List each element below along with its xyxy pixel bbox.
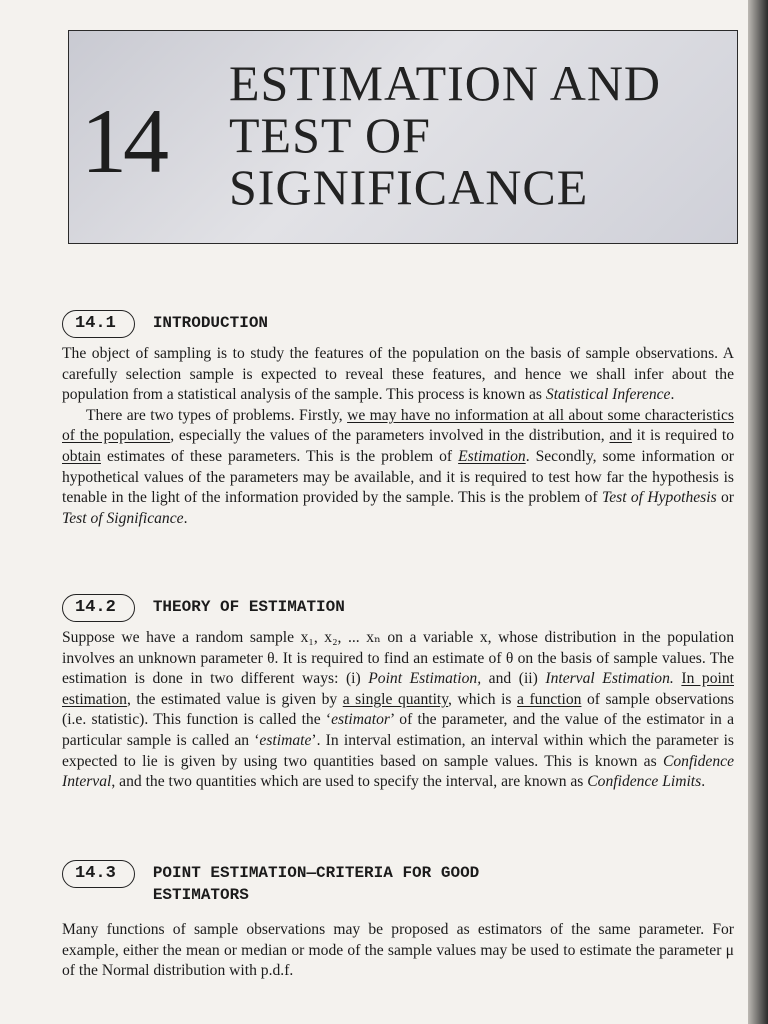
text-run: ’. In interval estimation, an interval within which the parameter is expected to lie is given by using two quantities based on sample values. This is known as bbox=[62, 731, 734, 770]
text-run: Point Estimation, bbox=[368, 670, 482, 688]
chapter-title bbox=[229, 57, 661, 213]
paragraph bbox=[62, 628, 734, 793]
text-run: . bbox=[183, 509, 188, 527]
section-title bbox=[153, 862, 479, 906]
text-run: estimates of these parameters. This is the problem of bbox=[100, 447, 459, 465]
text-run: Confidence Limits bbox=[587, 773, 702, 791]
text-run: ’ of the parameter, and the value of the estimator in a particular sample is called an ‘ bbox=[62, 711, 734, 749]
text-run: it is required to bbox=[631, 427, 734, 445]
paragraph bbox=[62, 406, 734, 530]
chapter-number: 14 bbox=[81, 90, 165, 192]
text-run: a single quantity bbox=[342, 690, 449, 708]
text-run: The object of sampling is to study the features of the population on the basis of sample observations. A carefully selection sample is expected to reveal these features, and hence we shall infer about the population from a statistical analysis of the sample. This process is known as bbox=[62, 345, 734, 404]
text-run: or bbox=[716, 489, 734, 507]
page-edge bbox=[748, 0, 768, 1024]
text-run: of sample observations (i.e. statistic). This function is called the ‘ bbox=[62, 690, 734, 729]
text-run: Confidence Interval bbox=[62, 752, 734, 791]
section-heading-14-2 bbox=[62, 594, 345, 622]
text-run: and bbox=[609, 427, 632, 445]
text-run: Statistical Inference bbox=[545, 386, 671, 404]
text-run: , and the two quantities which are used to specify the interval, are known as bbox=[111, 773, 588, 791]
chapter-title-line: ESTIMATION AND bbox=[229, 55, 662, 111]
chapter-banner bbox=[68, 30, 738, 244]
text-run: Interval Estimation. bbox=[545, 670, 674, 688]
text-run: . Secondly, some information or hypothetical values of the parameters may be available, and it is required to test how far the hypothesis is tenable in the light of the information provided by the sample. This is the problem of bbox=[62, 447, 734, 507]
section-title-line: INTRODUCTION bbox=[152, 314, 269, 332]
section-heading-14-1 bbox=[62, 310, 268, 338]
section-number-badge: 14.3 bbox=[62, 860, 135, 888]
section-title bbox=[153, 312, 268, 334]
text-run: estimator bbox=[331, 711, 390, 729]
text-run: . bbox=[670, 386, 675, 404]
text-run: and (ii) bbox=[481, 670, 546, 688]
section-number-badge: 14.2 bbox=[62, 594, 135, 622]
text-run: Many functions of sample observations may be proposed as estimators of the same parameter. For example, either the mean or median or mode of the sample values may be used to estimate the parameter μ of the Normal distribution with p.d.f. bbox=[62, 921, 734, 980]
paragraph bbox=[62, 344, 734, 406]
text-run: , which is bbox=[448, 690, 518, 708]
text-run: Test of Hypothesis bbox=[601, 489, 717, 507]
section-title bbox=[153, 596, 345, 618]
section-body-14-2 bbox=[62, 628, 734, 793]
text-run: There are two types of problems. Firstly, bbox=[86, 406, 348, 424]
section-title-line: POINT ESTIMATION—CRITERIA FOR GOOD bbox=[152, 864, 480, 882]
text-run: Estimation bbox=[458, 447, 526, 465]
text-run: Test of Significance bbox=[62, 509, 184, 527]
paragraph bbox=[62, 920, 734, 982]
chapter-title-line: SIGNIFICANCE bbox=[229, 159, 589, 215]
text-run: . bbox=[701, 773, 706, 791]
text-run: a function bbox=[517, 690, 582, 708]
section-number-badge: 14.1 bbox=[62, 310, 135, 338]
text-run: , especially the values of the parameters involved in the distribution, bbox=[170, 427, 610, 445]
section-heading-14-3 bbox=[62, 860, 479, 906]
chapter-title-line: TEST OF bbox=[229, 107, 431, 163]
text-run: we may have no information at all about some characteristics of the population bbox=[62, 406, 734, 445]
text-run: estimate bbox=[259, 731, 312, 749]
section-title-line: THEORY OF ESTIMATION bbox=[152, 598, 345, 616]
text-run: obtain bbox=[62, 447, 101, 465]
text-run: Suppose we have a random sample x₁, x₂, ... xₙ on a variable x, whose distribution in the population involves an unknown parameter θ. It is required to find an estimate of θ on the basis of sample values. The estimation is done in two different ways: (i) bbox=[62, 629, 734, 688]
section-body-14-1 bbox=[62, 344, 734, 529]
section-title-line: ESTIMATORS bbox=[152, 886, 249, 904]
section-body-14-3 bbox=[62, 920, 734, 982]
text-run: In point estimation bbox=[62, 670, 734, 708]
text-run: , the estimated value is given by bbox=[126, 690, 343, 708]
